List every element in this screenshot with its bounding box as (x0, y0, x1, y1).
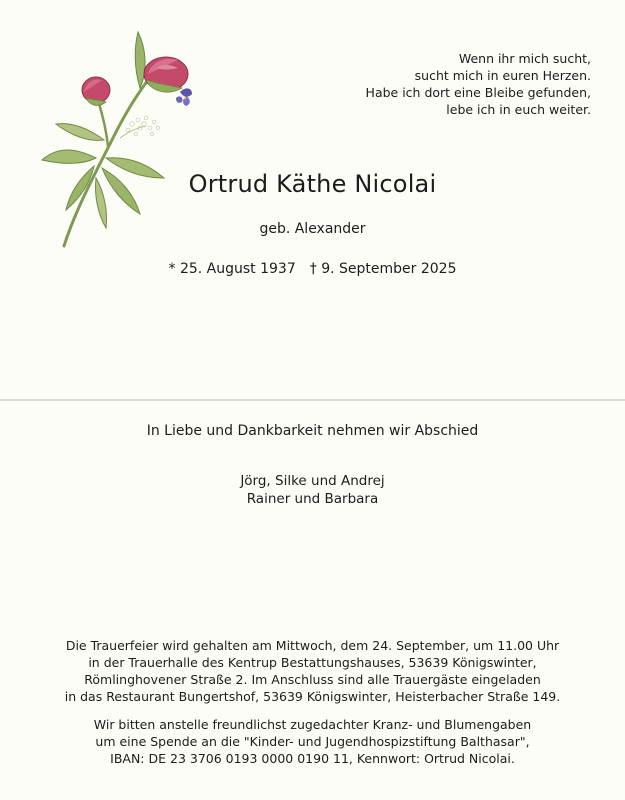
death-date: † 9. September 2025 (309, 261, 457, 277)
life-dates (0, 261, 625, 277)
poem (291, 50, 591, 118)
mourner-line: Jörg, Silke und Andrej (240, 473, 385, 489)
poem-line: Wenn ihr mich sucht, (458, 51, 591, 66)
donation-line: IBAN: DE 23 3706 0193 0000 0190 11, Kennwort: Ortrud Nicolai. (110, 751, 515, 766)
farewell-text: In Liebe und Dankbarkeit nehmen wir Abschied (146, 423, 479, 439)
funeral-service-info (0, 637, 625, 705)
donation-request (0, 716, 625, 767)
mourners-list (0, 472, 625, 508)
deceased-name-text: Ortrud Käthe Nicolai (188, 170, 437, 198)
poem-line: Habe ich dort eine Bleibe gefunden, (365, 85, 591, 100)
birth-date: * 25. August 1937 (168, 261, 296, 277)
poem-line: sucht mich in euren Herzen. (414, 68, 591, 83)
peony-flower-icon (36, 28, 206, 253)
donation-line: um eine Spende an die "Kinder- und Jugendhospizstiftung Balthasar", (95, 734, 530, 749)
birth-name: geb. Alexander (259, 221, 366, 237)
service-line: in der Trauerhalle des Kentrup Bestattungshauses, 53639 Königswinter, (88, 655, 537, 670)
mourner-line: Rainer und Barbara (246, 491, 379, 507)
section-divider (0, 399, 625, 401)
service-line: in das Restaurant Bungertshof, 53639 Königswinter, Heisterbacher Straße 149. (64, 689, 561, 704)
donation-line: Wir bitten anstelle freundlichst zugedachter Kranz- und Blumengaben (93, 717, 532, 732)
service-line: Die Trauerfeier wird gehalten am Mittwoch, dem 24. September, um 11.00 Uhr (65, 638, 560, 653)
poem-line: lebe ich in euch weiter. (446, 102, 591, 117)
deceased-name (0, 170, 625, 198)
service-line: Römlinghovener Straße 2. Im Anschluss sind alle Trauergäste eingeladen (84, 672, 541, 687)
